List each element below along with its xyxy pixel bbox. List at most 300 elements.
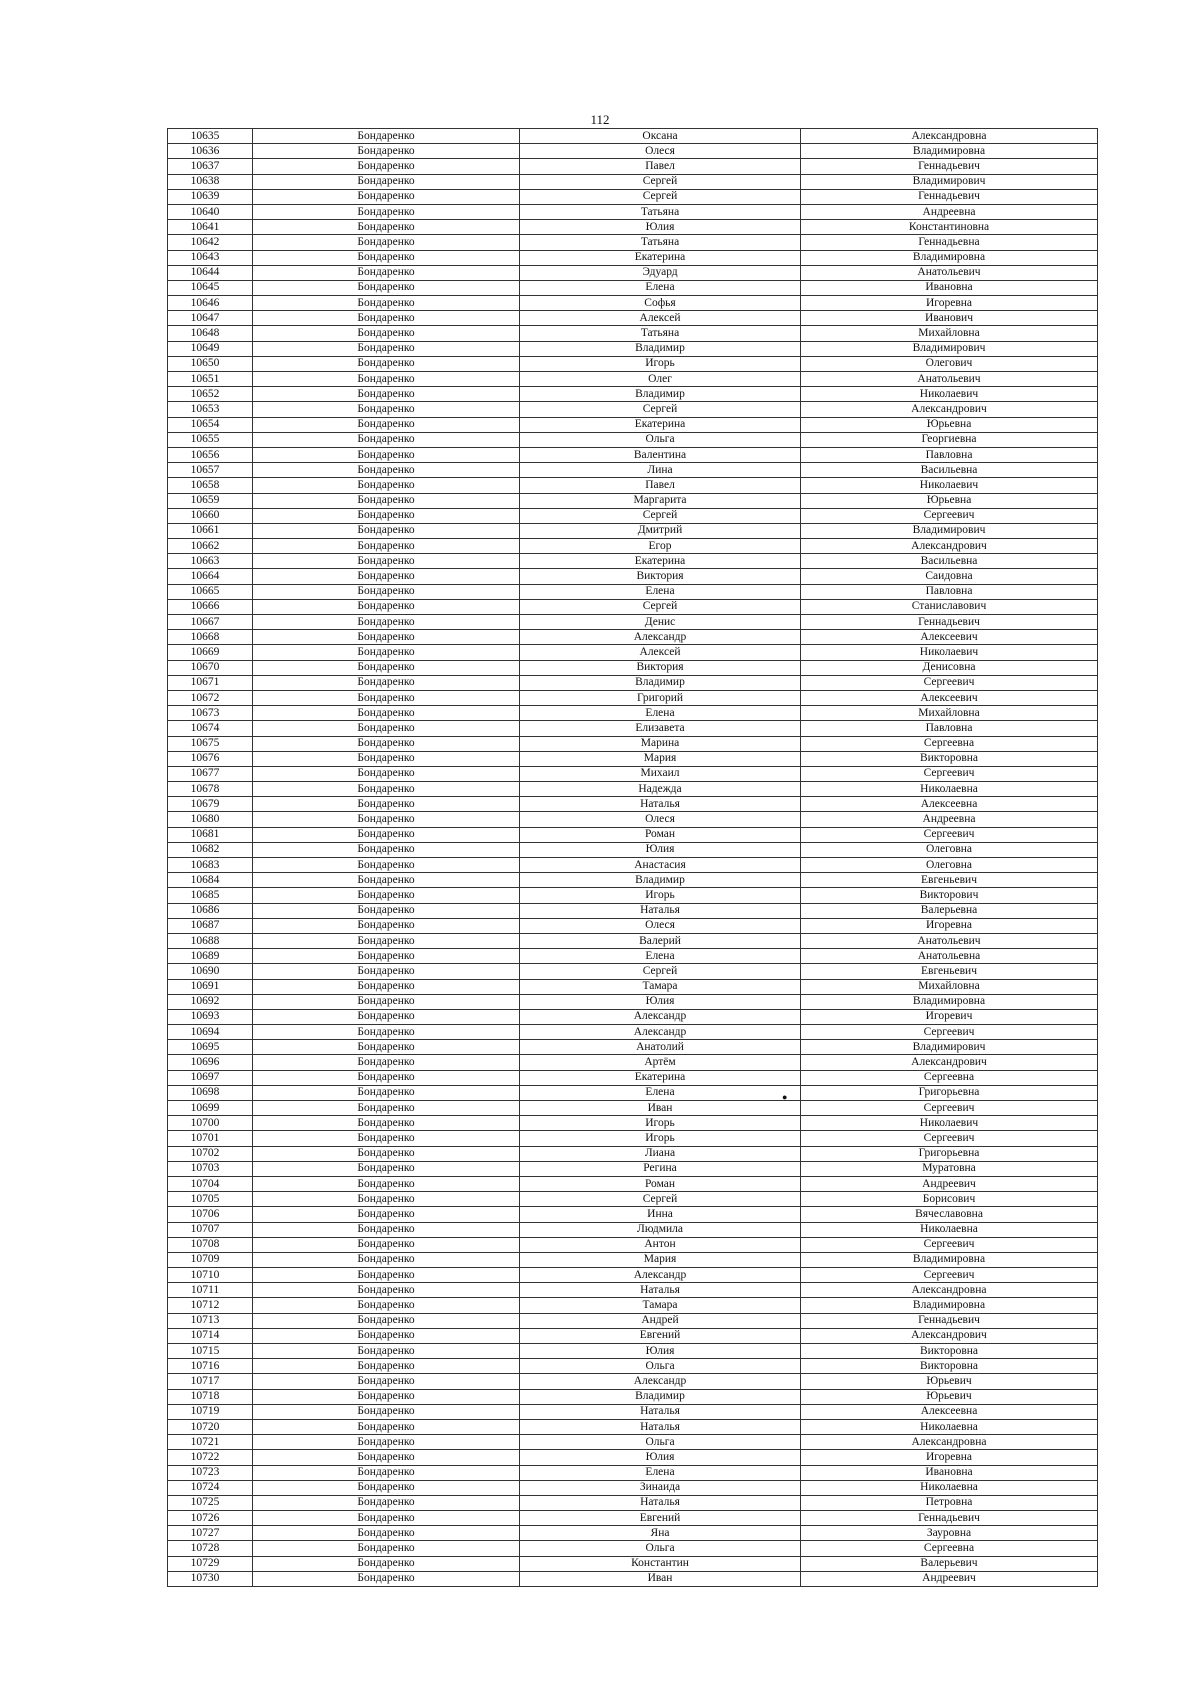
surname-cell: Бондаренко [253,311,520,326]
first-name-cell: Павел [520,159,801,174]
record-number-cell: 10682 [168,842,253,857]
patronymic-cell: Сергеевич [801,1131,1098,1146]
table-row [168,463,1098,478]
patronymic-cell: Александровна [801,129,1098,144]
surname-cell: Бондаренко [253,782,520,797]
table-row [168,265,1098,280]
first-name-cell: Евгений [520,1511,801,1526]
patronymic-cell: Игоревна [801,1450,1098,1465]
first-name-cell: Михаил [520,766,801,781]
table-row [168,204,1098,219]
surname-cell: Бондаренко [253,265,520,280]
record-number-cell: 10717 [168,1374,253,1389]
patronymic-cell: Александровна [801,1435,1098,1450]
surname-cell: Бондаренко [253,706,520,721]
table-row [168,964,1098,979]
record-number-cell: 10687 [168,918,253,933]
table-row [168,584,1098,599]
table-row [168,1268,1098,1283]
stray-dot-mark: ● [782,1092,788,1102]
patronymic-cell: Анатольевич [801,265,1098,280]
first-name-cell: Иван [520,1101,801,1116]
surname-cell: Бондаренко [253,1237,520,1252]
record-number-cell: 10688 [168,933,253,948]
patronymic-cell: Павловна [801,584,1098,599]
first-name-cell: Виктория [520,569,801,584]
patronymic-cell: Владимирович [801,523,1098,538]
surname-cell: Бондаренко [253,599,520,614]
patronymic-cell: Сергеевич [801,1025,1098,1040]
record-number-cell: 10694 [168,1025,253,1040]
table-row [168,751,1098,766]
first-name-cell: Егор [520,539,801,554]
first-name-cell: Константин [520,1556,801,1571]
table-row [168,1389,1098,1404]
table-row [168,554,1098,569]
patronymic-cell: Станиславович [801,599,1098,614]
surname-cell: Бондаренко [253,159,520,174]
record-number-cell: 10678 [168,782,253,797]
first-name-cell: Владимир [520,675,801,690]
patronymic-cell: Павловна [801,447,1098,462]
surname-cell: Бондаренко [253,690,520,705]
table-row [168,630,1098,645]
patronymic-cell: Денисовна [801,660,1098,675]
first-name-cell: Зинаида [520,1480,801,1495]
table-row [168,447,1098,462]
registry-table [167,128,1098,1587]
record-number-cell: 10659 [168,493,253,508]
surname-cell: Бондаренко [253,1116,520,1131]
patronymic-cell: Николаевна [801,782,1098,797]
record-number-cell: 10660 [168,508,253,523]
table-row [168,356,1098,371]
surname-cell: Бондаренко [253,1526,520,1541]
table-row [168,1374,1098,1389]
first-name-cell: Владимир [520,341,801,356]
patronymic-cell: Валерьевна [801,903,1098,918]
patronymic-cell: Сергеевич [801,1237,1098,1252]
first-name-cell: Юлия [520,994,801,1009]
patronymic-cell: Николаевна [801,1480,1098,1495]
record-number-cell: 10641 [168,220,253,235]
surname-cell: Бондаренко [253,1344,520,1359]
first-name-cell: Эдуард [520,265,801,280]
table-row [168,372,1098,387]
patronymic-cell: Олегович [801,356,1098,371]
first-name-cell: Ольга [520,1541,801,1556]
first-name-cell: Лиана [520,1146,801,1161]
record-number-cell: 10677 [168,766,253,781]
surname-cell: Бондаренко [253,250,520,265]
table-row [168,1070,1098,1085]
surname-cell: Бондаренко [253,523,520,538]
first-name-cell: Сергей [520,964,801,979]
surname-cell: Бондаренко [253,447,520,462]
patronymic-cell: Игоревна [801,296,1098,311]
first-name-cell: Григорий [520,690,801,705]
record-number-cell: 10728 [168,1541,253,1556]
patronymic-cell: Сергеевич [801,766,1098,781]
first-name-cell: Ольга [520,1435,801,1450]
record-number-cell: 10668 [168,630,253,645]
surname-cell: Бондаренко [253,1207,520,1222]
record-number-cell: 10686 [168,903,253,918]
patronymic-cell: Андреевич [801,1176,1098,1191]
surname-cell: Бондаренко [253,432,520,447]
first-name-cell: Иван [520,1571,801,1586]
surname-cell: Бондаренко [253,797,520,812]
record-number-cell: 10639 [168,189,253,204]
surname-cell: Бондаренко [253,1222,520,1237]
first-name-cell: Елена [520,1085,801,1100]
patronymic-cell: Викторович [801,888,1098,903]
record-number-cell: 10716 [168,1359,253,1374]
record-number-cell: 10691 [168,979,253,994]
patronymic-cell: Андреевна [801,812,1098,827]
table-row [168,174,1098,189]
table-row [168,918,1098,933]
first-name-cell: Виктория [520,660,801,675]
surname-cell: Бондаренко [253,660,520,675]
patronymic-cell: Сергеевич [801,827,1098,842]
record-number-cell: 10683 [168,858,253,873]
record-number-cell: 10654 [168,417,253,432]
patronymic-cell: Алексеевич [801,690,1098,705]
record-number-cell: 10729 [168,1556,253,1571]
first-name-cell: Антон [520,1237,801,1252]
first-name-cell: Павел [520,478,801,493]
first-name-cell: Евгений [520,1328,801,1343]
first-name-cell: Сергей [520,1192,801,1207]
first-name-cell: Елена [520,280,801,295]
record-number-cell: 10667 [168,615,253,630]
first-name-cell: Екатерина [520,417,801,432]
patronymic-cell: Муратовна [801,1161,1098,1176]
first-name-cell: Александр [520,1374,801,1389]
surname-cell: Бондаренко [253,1025,520,1040]
patronymic-cell: Васильевна [801,554,1098,569]
record-number-cell: 10685 [168,888,253,903]
table-row [168,1480,1098,1495]
patronymic-cell: Николаевич [801,387,1098,402]
first-name-cell: Денис [520,615,801,630]
patronymic-cell: Геннадьевич [801,189,1098,204]
first-name-cell: Сергей [520,508,801,523]
record-number-cell: 10705 [168,1192,253,1207]
surname-cell: Бондаренко [253,129,520,144]
table-row [168,736,1098,751]
record-number-cell: 10661 [168,523,253,538]
surname-cell: Бондаренко [253,1283,520,1298]
table-row [168,280,1098,295]
record-number-cell: 10679 [168,797,253,812]
table-row [168,1359,1098,1374]
patronymic-cell: Викторовна [801,1359,1098,1374]
table-row [168,250,1098,265]
first-name-cell: Яна [520,1526,801,1541]
record-number-cell: 10725 [168,1495,253,1510]
first-name-cell: Ольга [520,1359,801,1374]
table-row [168,387,1098,402]
surname-cell: Бондаренко [253,584,520,599]
record-number-cell: 10724 [168,1480,253,1495]
first-name-cell: Наталья [520,1283,801,1298]
patronymic-cell: Константиновна [801,220,1098,235]
surname-cell: Бондаренко [253,539,520,554]
table-row [168,1085,1098,1100]
surname-cell: Бондаренко [253,1252,520,1267]
record-number-cell: 10642 [168,235,253,250]
patronymic-cell: Александрович [801,402,1098,417]
first-name-cell: Дмитрий [520,523,801,538]
surname-cell: Бондаренко [253,964,520,979]
surname-cell: Бондаренко [253,1359,520,1374]
record-number-cell: 10655 [168,432,253,447]
first-name-cell: Мария [520,751,801,766]
first-name-cell: Александр [520,1009,801,1024]
patronymic-cell: Владимирович [801,341,1098,356]
patronymic-cell: Владимирович [801,174,1098,189]
table-row [168,903,1098,918]
patronymic-cell: Александрович [801,1055,1098,1070]
first-name-cell: Роман [520,1176,801,1191]
surname-cell: Бондаренко [253,554,520,569]
record-number-cell: 10715 [168,1344,253,1359]
record-number-cell: 10638 [168,174,253,189]
patronymic-cell: Павловна [801,721,1098,736]
patronymic-cell: Сергеевич [801,1268,1098,1283]
first-name-cell: Наталья [520,797,801,812]
table-row [168,1025,1098,1040]
table-row [168,1419,1098,1434]
table-row [168,220,1098,235]
patronymic-cell: Михайловна [801,706,1098,721]
surname-cell: Бондаренко [253,751,520,766]
record-number-cell: 10693 [168,1009,253,1024]
first-name-cell: Ольга [520,432,801,447]
record-number-cell: 10680 [168,812,253,827]
surname-cell: Бондаренко [253,903,520,918]
patronymic-cell: Николаевич [801,645,1098,660]
surname-cell: Бондаренко [253,326,520,341]
patronymic-cell: Владимировна [801,1252,1098,1267]
table-row [168,797,1098,812]
surname-cell: Бондаренко [253,1101,520,1116]
patronymic-cell: Викторовна [801,1344,1098,1359]
first-name-cell: Татьяна [520,204,801,219]
first-name-cell: Мария [520,1252,801,1267]
record-number-cell: 10665 [168,584,253,599]
record-number-cell: 10726 [168,1511,253,1526]
table-row [168,812,1098,827]
record-number-cell: 10652 [168,387,253,402]
record-number-cell: 10671 [168,675,253,690]
patronymic-cell: Анатольевич [801,372,1098,387]
patronymic-cell: Андреевна [801,204,1098,219]
record-number-cell: 10684 [168,873,253,888]
record-number-cell: 10672 [168,690,253,705]
first-name-cell: Тамара [520,979,801,994]
first-name-cell: Сергей [520,599,801,614]
surname-cell: Бондаренко [253,280,520,295]
record-number-cell: 10708 [168,1237,253,1252]
surname-cell: Бондаренко [253,1328,520,1343]
table-row [168,645,1098,660]
first-name-cell: Сергей [520,174,801,189]
first-name-cell: Игорь [520,356,801,371]
first-name-cell: Марина [520,736,801,751]
record-number-cell: 10662 [168,539,253,554]
first-name-cell: Владимир [520,387,801,402]
first-name-cell: Оксана [520,129,801,144]
first-name-cell: Елена [520,584,801,599]
surname-cell: Бондаренко [253,1085,520,1100]
surname-cell: Бондаренко [253,493,520,508]
patronymic-cell: Алексеевна [801,1404,1098,1419]
patronymic-cell: Вячеславовна [801,1207,1098,1222]
patronymic-cell: Григорьевна [801,1146,1098,1161]
record-number-cell: 10657 [168,463,253,478]
table-row [168,539,1098,554]
patronymic-cell: Зауровна [801,1526,1098,1541]
table-row [168,478,1098,493]
surname-cell: Бондаренко [253,873,520,888]
surname-cell: Бондаренко [253,1055,520,1070]
surname-cell: Бондаренко [253,1070,520,1085]
patronymic-cell: Михайловна [801,326,1098,341]
record-number-cell: 10714 [168,1328,253,1343]
surname-cell: Бондаренко [253,858,520,873]
first-name-cell: Елена [520,949,801,964]
first-name-cell: Татьяна [520,235,801,250]
table-row [168,675,1098,690]
first-name-cell: Владимир [520,873,801,888]
surname-cell: Бондаренко [253,569,520,584]
first-name-cell: Игорь [520,1116,801,1131]
table-row [168,1207,1098,1222]
first-name-cell: Юлия [520,1450,801,1465]
table-row [168,1040,1098,1055]
surname-cell: Бондаренко [253,1374,520,1389]
patronymic-cell: Геннадьевич [801,615,1098,630]
surname-cell: Бондаренко [253,1404,520,1419]
table-row [168,1526,1098,1541]
table-row [168,523,1098,538]
first-name-cell: Софья [520,296,801,311]
first-name-cell: Юлия [520,1344,801,1359]
record-number-cell: 10700 [168,1116,253,1131]
surname-cell: Бондаренко [253,1040,520,1055]
record-number-cell: 10703 [168,1161,253,1176]
table-row [168,326,1098,341]
first-name-cell: Валерий [520,933,801,948]
record-number-cell: 10702 [168,1146,253,1161]
surname-cell: Бондаренко [253,1192,520,1207]
surname-cell: Бондаренко [253,1161,520,1176]
patronymic-cell: Владимирович [801,1040,1098,1055]
record-number-cell: 10709 [168,1252,253,1267]
first-name-cell: Екатерина [520,250,801,265]
surname-cell: Бондаренко [253,387,520,402]
surname-cell: Бондаренко [253,372,520,387]
first-name-cell: Александр [520,630,801,645]
registry-body [168,129,1098,1587]
patronymic-cell: Михайловна [801,979,1098,994]
record-number-cell: 10647 [168,311,253,326]
table-row [168,1161,1098,1176]
record-number-cell: 10707 [168,1222,253,1237]
patronymic-cell: Геннадьевич [801,1313,1098,1328]
first-name-cell: Татьяна [520,326,801,341]
surname-cell: Бондаренко [253,949,520,964]
surname-cell: Бондаренко [253,1450,520,1465]
first-name-cell: Елизавета [520,721,801,736]
first-name-cell: Наталья [520,1404,801,1419]
page-number: 112 [590,112,610,127]
table-row [168,994,1098,1009]
first-name-cell: Александр [520,1268,801,1283]
first-name-cell: Олеся [520,812,801,827]
surname-cell: Бондаренко [253,918,520,933]
table-row [168,1101,1098,1116]
first-name-cell: Маргарита [520,493,801,508]
record-number-cell: 10730 [168,1571,253,1586]
table-row [168,888,1098,903]
table-row [168,1313,1098,1328]
table-row [168,933,1098,948]
table-row [168,1495,1098,1510]
surname-cell: Бондаренко [253,842,520,857]
record-number-cell: 10722 [168,1450,253,1465]
record-number-cell: 10644 [168,265,253,280]
table-row [168,1192,1098,1207]
table-row [168,1571,1098,1586]
record-number-cell: 10696 [168,1055,253,1070]
table-row [168,1298,1098,1313]
patronymic-cell: Николаевна [801,1222,1098,1237]
surname-cell: Бондаренко [253,994,520,1009]
record-number-cell: 10676 [168,751,253,766]
patronymic-cell: Александрович [801,539,1098,554]
record-number-cell: 10719 [168,1404,253,1419]
record-number-cell: 10646 [168,296,253,311]
table-row [168,341,1098,356]
first-name-cell: Алексей [520,645,801,660]
record-number-cell: 10663 [168,554,253,569]
surname-cell: Бондаренко [253,1495,520,1510]
surname-cell: Бондаренко [253,1541,520,1556]
first-name-cell: Валентина [520,447,801,462]
table-row [168,296,1098,311]
surname-cell: Бондаренко [253,1131,520,1146]
first-name-cell: Елена [520,706,801,721]
patronymic-cell: Владимировна [801,250,1098,265]
record-number-cell: 10675 [168,736,253,751]
first-name-cell: Анастасия [520,858,801,873]
surname-cell: Бондаренко [253,1176,520,1191]
surname-cell: Бондаренко [253,235,520,250]
patronymic-cell: Сергеевич [801,1101,1098,1116]
record-number-cell: 10692 [168,994,253,1009]
record-number-cell: 10720 [168,1419,253,1434]
table-row [168,1176,1098,1191]
record-number-cell: 10681 [168,827,253,842]
surname-cell: Бондаренко [253,1268,520,1283]
surname-cell: Бондаренко [253,417,520,432]
record-number-cell: 10670 [168,660,253,675]
surname-cell: Бондаренко [253,356,520,371]
